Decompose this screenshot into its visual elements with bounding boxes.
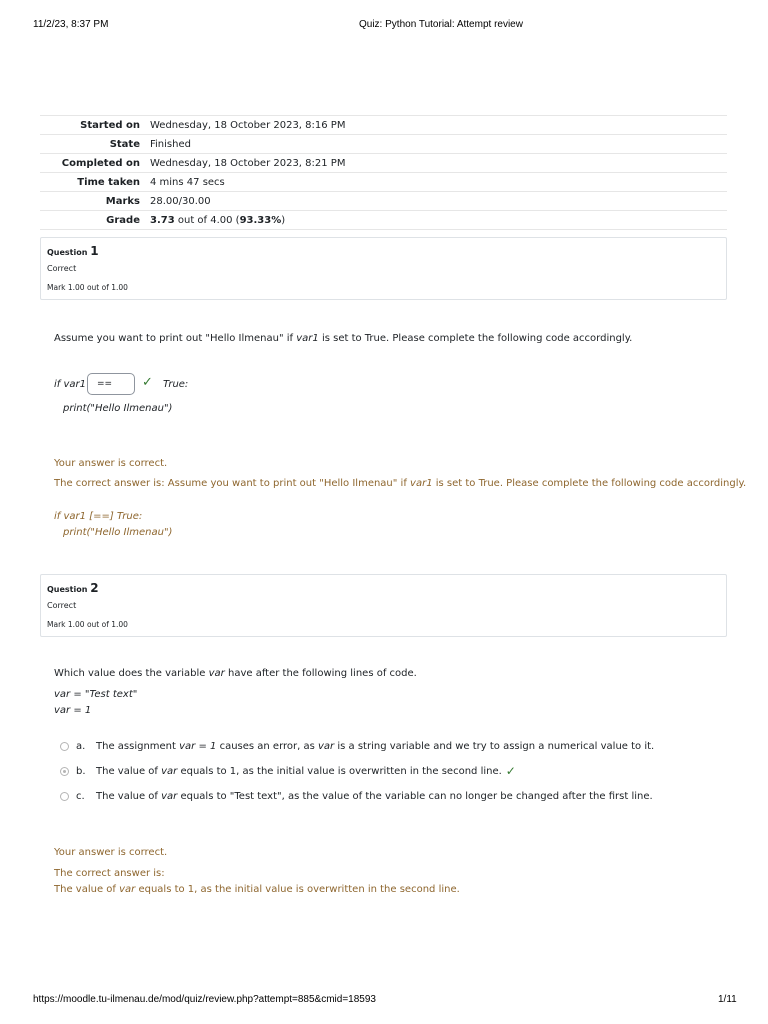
option-letter: b. bbox=[76, 765, 86, 777]
right-answer-intro: The correct answer is: bbox=[54, 868, 165, 879]
code-print: print("Hello Ilmenau") bbox=[63, 403, 173, 414]
question-1-info bbox=[40, 237, 727, 300]
option-letter: a. bbox=[76, 740, 86, 752]
grade-end: ) bbox=[281, 214, 286, 226]
summary-label: Completed on bbox=[61, 157, 140, 169]
summary-value: 4 mins 47 secs bbox=[150, 176, 225, 188]
option-text: The value of var equals to 1, as the initial value is overwritten in the second line. bbox=[96, 765, 502, 777]
option-text: The assignment var = 1 causes an error, as var is a string variable and we try to assign a numerical value to it. bbox=[96, 740, 655, 752]
summary-row-grade bbox=[40, 210, 727, 230]
summary-value bbox=[150, 215, 727, 226]
answer-option-c[interactable] bbox=[60, 788, 653, 804]
grade-percent: 93.33% bbox=[239, 214, 282, 226]
summary-row-marks bbox=[40, 191, 727, 210]
question-word: Question bbox=[47, 248, 91, 257]
qtext-part: have after the following lines of code. bbox=[224, 668, 417, 679]
summary-label: Started on bbox=[80, 119, 140, 131]
summary-value: Finished bbox=[150, 138, 191, 150]
right-answer-part: The correct answer is: Assume you want to print out "Hello Ilmenau" if bbox=[54, 478, 411, 489]
question-number bbox=[47, 581, 99, 595]
pdf-page-number: 1/11 bbox=[718, 994, 737, 1005]
qtext-part: is set to True. Please complete the following code accordingly. bbox=[318, 333, 633, 344]
question-state: Correct bbox=[47, 264, 77, 273]
correct-check-icon: ✓ bbox=[142, 375, 153, 390]
question-1-text bbox=[54, 333, 632, 344]
pdf-datetime: 11/2/23, 8:37 PM bbox=[33, 19, 109, 30]
pdf-url: https://moodle.tu-ilmenau.de/mod/quiz/review.php?attempt=885&cmid=18593 bbox=[33, 994, 376, 1005]
summary-label: Time taken bbox=[77, 176, 140, 188]
question-word: Question bbox=[47, 585, 91, 594]
grade-mid: out of 4.00 ( bbox=[174, 214, 240, 226]
summary-value: Wednesday, 18 October 2023, 8:21 PM bbox=[150, 157, 346, 169]
question-2-info bbox=[40, 574, 727, 637]
answer-option-a[interactable] bbox=[60, 738, 654, 754]
qtext-part: Which value does the variable bbox=[54, 668, 209, 679]
summary-label: Marks bbox=[105, 195, 140, 207]
radio-button[interactable] bbox=[60, 792, 69, 801]
summary-value: 28.00/30.00 bbox=[150, 195, 211, 207]
code-true: True: bbox=[163, 379, 189, 390]
radio-button[interactable] bbox=[60, 767, 69, 776]
grade-score: 3.73 bbox=[150, 214, 175, 226]
summary-row-time-taken bbox=[40, 172, 727, 191]
option-letter: c. bbox=[76, 790, 85, 802]
summary-label: Grade bbox=[106, 214, 140, 226]
question-state: Correct bbox=[47, 601, 77, 610]
right-answer-part: is set to True. Please complete the following code accordingly. bbox=[432, 478, 747, 489]
right-answer-var: var bbox=[119, 884, 136, 895]
summary-row-completed bbox=[40, 153, 727, 172]
question-num: 1 bbox=[90, 244, 99, 258]
pdf-title: Quiz: Python Tutorial: Attempt review bbox=[359, 19, 523, 30]
summary-value: Wednesday, 18 October 2023, 8:16 PM bbox=[150, 119, 346, 131]
select-value: == bbox=[97, 379, 113, 389]
answer-option-b[interactable] bbox=[60, 763, 516, 779]
option-text: The value of var equals to "Test text", as the value of the variable can no longer be changed after the first line. bbox=[96, 790, 653, 802]
summary-row-state bbox=[40, 134, 727, 153]
question-mark: Mark 1.00 out of 1.00 bbox=[47, 620, 128, 629]
question-mark: Mark 1.00 out of 1.00 bbox=[47, 283, 128, 292]
right-answer-code-1: if var1 [==] True: bbox=[54, 511, 143, 522]
correct-check-icon: ✓ bbox=[505, 764, 516, 778]
code-if: if var1 bbox=[54, 379, 86, 390]
right-answer-code-2: print("Hello Ilmenau") bbox=[63, 527, 173, 538]
attempt-summary-table bbox=[40, 115, 727, 230]
code-line-2: var = 1 bbox=[54, 705, 92, 716]
right-answer: The value of var equals to 1, as the initial value is overwritten in the second line. bbox=[54, 884, 460, 895]
qtext-var: var bbox=[208, 668, 225, 679]
radio-button[interactable] bbox=[60, 742, 69, 751]
qtext-var: var1 bbox=[296, 333, 319, 344]
operator-select[interactable] bbox=[87, 373, 135, 395]
question-number bbox=[47, 244, 99, 258]
question-2-text bbox=[54, 668, 417, 679]
question-num: 2 bbox=[90, 581, 99, 595]
feedback-correct: Your answer is correct. bbox=[54, 847, 168, 858]
right-answer bbox=[54, 478, 746, 489]
qtext-part: Assume you want to print out "Hello Ilmenau" if bbox=[54, 333, 297, 344]
right-answer-var: var1 bbox=[410, 478, 433, 489]
summary-row-started bbox=[40, 115, 727, 134]
code-line-1: var = "Test text" bbox=[54, 689, 138, 700]
summary-label: State bbox=[109, 138, 140, 150]
feedback-correct: Your answer is correct. bbox=[54, 458, 168, 469]
